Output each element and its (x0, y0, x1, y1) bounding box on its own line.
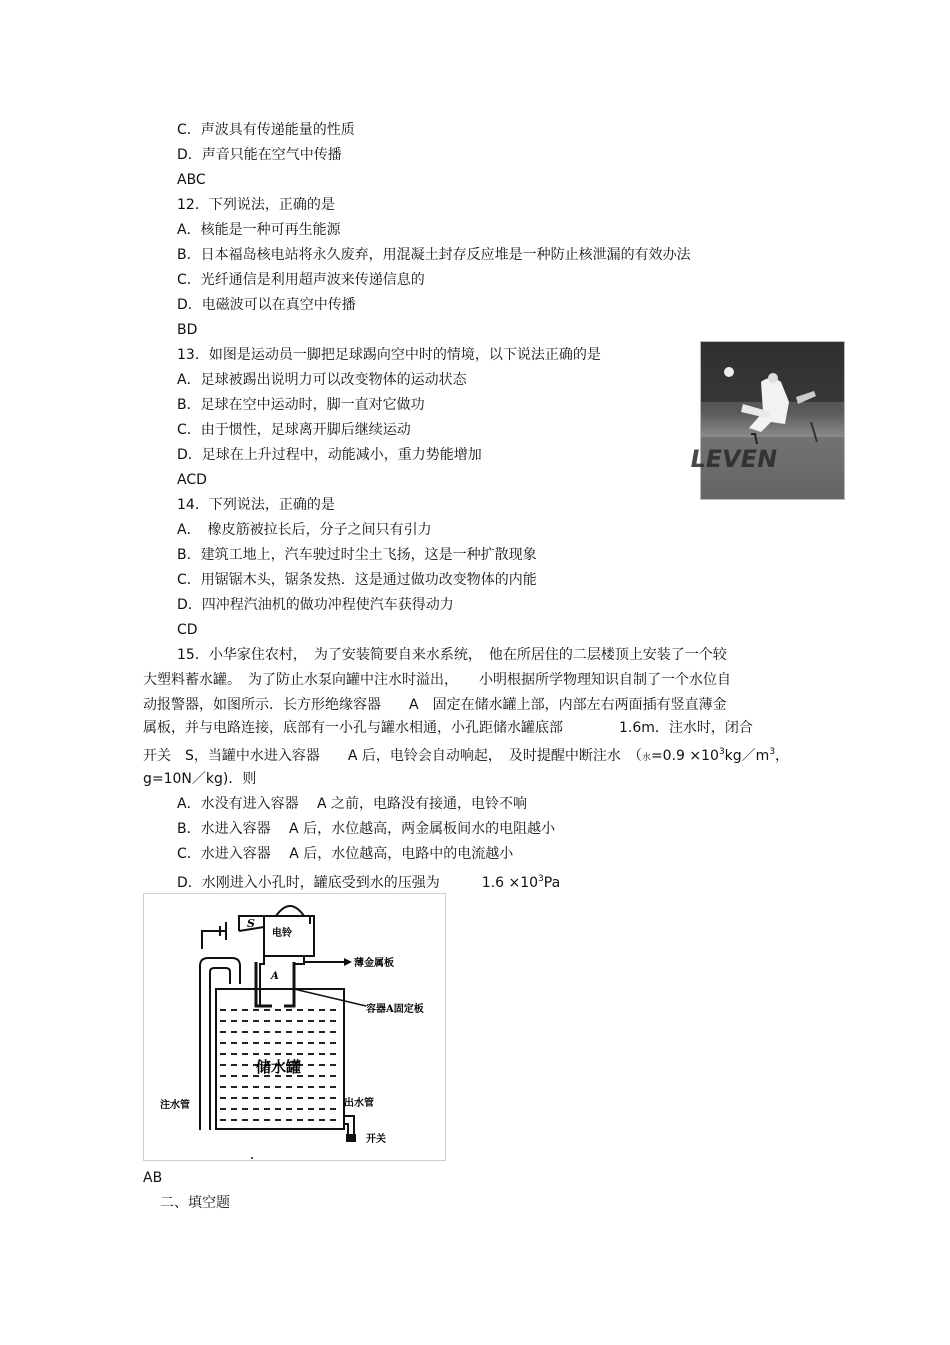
density-exponent: 3 (718, 747, 725, 757)
q15-option-a: A．水没有进入容器 A 之前，电路没有接通，电铃不响 (177, 796, 528, 812)
q14-answer: CD (177, 622, 198, 638)
q14-option-c: C．用锯锯木头，锯条发热．这是通过做功改变物体的内能 (177, 572, 537, 588)
q15-line-5-text: 开关 S，当罐中水进入容器 A 后，电铃会自动响起， 及时提醒中断注水 （ (143, 748, 642, 764)
q15-line-5 (143, 743, 789, 767)
section-2-title: 二、填空题 (160, 1195, 230, 1211)
q13-answer: ACD (177, 472, 207, 488)
q14-stem: 14．下列说法，正确的是 (177, 497, 335, 513)
water-subscript: 水 (641, 753, 651, 763)
q13-option-c: C．由于惯性，足球离开脚后继续运动 (177, 422, 411, 438)
q13-option-d: D．足球在上升过程中，动能减小，重力势能增加 (177, 447, 482, 463)
water-tank-figure (143, 893, 446, 1161)
q12-stem: 12．下列说法，正确的是 (177, 197, 335, 213)
q13-option-b: B．足球在空中运动时，脚一直对它做功 (177, 397, 425, 413)
q15-line-2: 大塑料蓄水罐。 为了防止水泵向罐中注水时溢出， 小明根据所学物理知识自制了一个水位自 (143, 672, 731, 688)
density-unit: kg／m (724, 748, 770, 764)
q15-option-d-text: D．水刚进入小孔时，罐底受到水的压强为 1.6 ×10 (177, 875, 539, 891)
q13-stem: 13．如图是运动员一脚把足球踢向空中时的情境，以下说法正确的是 (177, 347, 601, 363)
pressure-exponent: 3 (538, 874, 544, 884)
arrow-right-icon (344, 958, 352, 966)
ball-icon (724, 367, 734, 377)
q15-option-d (177, 870, 560, 892)
inlet-pipe-label: 注水管 (160, 1100, 190, 1111)
soccer-photo (687, 341, 845, 500)
density-unit-exponent: 3 (769, 747, 776, 757)
q15-answer: AB (143, 1170, 163, 1186)
valve-icon (346, 1134, 356, 1142)
q11-answer: ABC (177, 172, 206, 188)
switch-label: S (247, 917, 255, 930)
photo-board-text: LEVEN (687, 445, 780, 473)
q15-option-b: B．水进入容器 A 后，水位越高，两金属板间水的电阻越小 (177, 821, 556, 837)
bell-label: 电铃 (272, 928, 292, 939)
q12-option-b: B．日本福岛核电站将永久废弃，用混凝土封存反应堆是一种防止核泄漏的有效办法 (177, 247, 691, 263)
q13-option-a: A．足球被踢出说明力可以改变物体的运动状态 (177, 372, 467, 388)
pressure-unit: Pa (543, 875, 561, 891)
tank-label: 储水罐 (256, 1058, 302, 1076)
q14-option-d: D．四冲程汽油机的做功冲程使汽车获得动力 (177, 597, 454, 613)
q15-line-3: 动报警器，如图所示．长方形绝缘容器 A 固定在储水罐上部，内部左右两面插有竖直薄金 (143, 697, 727, 713)
q12-option-a: A．核能是一种可再生能源 (177, 222, 341, 238)
fixed-plate-label: 容器A固定板 (366, 1004, 424, 1015)
outlet-pipe-label: 出水管 (344, 1098, 374, 1109)
q15-line-4: 属板，并与电路连接，底部有一小孔与罐水相通，小孔距储水罐底部 1.6m．注水时，闭合 (143, 720, 753, 736)
q14-option-a: A． 橡皮筋被拉长后，分子之间只有引力 (177, 522, 432, 538)
q12-option-c: C．光纤通信是利用超声波来传递信息的 (177, 272, 425, 288)
q11-option-d: D．声音只能在空气中传播 (177, 147, 342, 163)
q11-option-c: C．声波具有传递能量的性质 (177, 122, 355, 138)
bell-icon (276, 906, 304, 916)
metal-plate-label: 薄金属板 (354, 958, 394, 969)
q15-option-c: C．水进入容器 A 后，水位越高，电路中的电流越小 (177, 846, 514, 862)
valve-label: 开关 (366, 1134, 386, 1145)
q12-option-d: D．电磁波可以在真空中传播 (177, 297, 356, 313)
density-value: =0.9 ×10 (650, 748, 719, 764)
line-5-end: ， (775, 748, 790, 764)
q15-line-6: g=10N／kg)．则 (143, 771, 257, 787)
q14-option-b: B．建筑工地上，汽车驶过时尘土飞扬，这是一种扩散现象 (177, 547, 537, 563)
q12-answer: BD (177, 322, 198, 338)
container-a-label: A (271, 971, 279, 982)
q15-line-1: 15．小华家住农村， 为了安装简要自来水系统， 他在所居住的二层楼顶上安装了一个较 (177, 647, 727, 663)
